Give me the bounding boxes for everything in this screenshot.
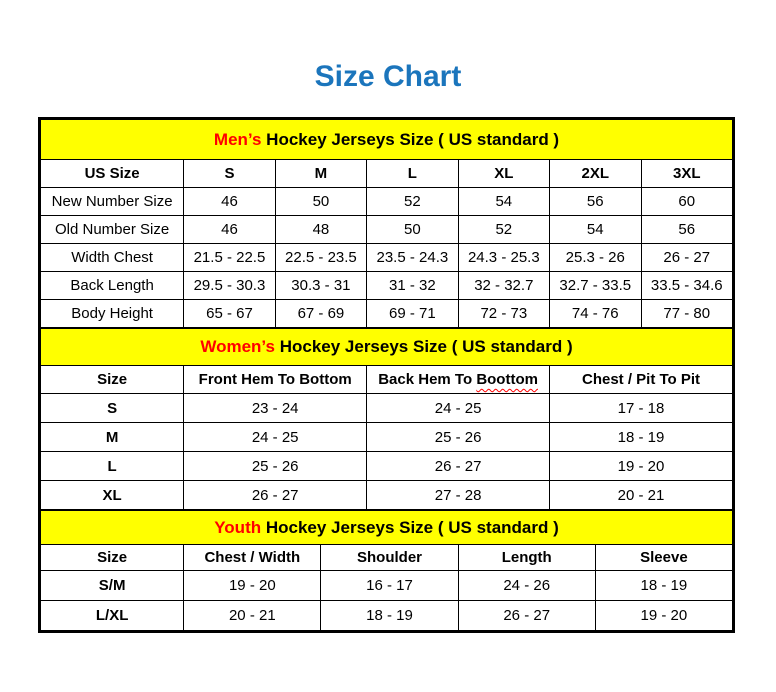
row-label-cell: S [41,394,184,423]
column-header-cell: S [184,160,275,188]
value-cell: 24.3 - 25.3 [458,244,549,272]
value-cell: 19 - 20 [184,571,321,601]
table-row [41,244,733,272]
column-header-cell: 3XL [641,160,733,188]
caption-highlight: Youth [214,517,262,537]
value-cell: 46 [184,188,275,216]
value-cell: 50 [367,216,458,244]
column-header-cell: Chest / Pit To Pit [550,366,733,394]
value-cell: 22.5 - 23.5 [275,244,366,272]
value-cell: 26 - 27 [641,244,733,272]
value-cell: 18 - 19 [550,423,733,452]
row-label-cell: S/M [41,571,184,601]
value-cell: 25 - 26 [367,423,550,452]
table-row [41,394,733,423]
value-cell: 74 - 76 [550,300,641,328]
row-label-cell: New Number Size [41,188,184,216]
value-cell: 20 - 21 [184,601,321,631]
value-cell: 19 - 20 [595,601,732,631]
column-header-cell: XL [458,160,549,188]
row-label-cell: Back Length [41,272,184,300]
column-header-row [41,366,733,394]
value-cell: 27 - 28 [367,481,550,510]
table-row [41,571,733,601]
value-cell: 24 - 25 [184,423,367,452]
row-label-cell: XL [41,481,184,510]
column-header-cell: M [275,160,366,188]
value-cell: 56 [641,216,733,244]
mens-caption: Men’s Hockey Jerseys Size ( US standard ) [41,120,733,160]
table-row [41,601,733,631]
column-header-cell: Shoulder [321,545,458,571]
column-header-cell: Chest / Width [184,545,321,571]
value-cell: 54 [550,216,641,244]
value-cell: 26 - 27 [184,481,367,510]
page-title: Size Chart [314,60,462,93]
womens-caption: Women’s Hockey Jerseys Size ( US standard ) [41,329,733,366]
value-cell: 32.7 - 33.5 [550,272,641,300]
value-cell: 23.5 - 24.3 [367,244,458,272]
row-label-cell: Old Number Size [41,216,184,244]
column-header-row [41,545,733,571]
value-cell: 77 - 80 [641,300,733,328]
youth-size-table [40,510,733,631]
value-cell: 23 - 24 [184,394,367,423]
value-cell: 56 [550,188,641,216]
table-row [41,216,733,244]
youth-caption: Youth Hockey Jerseys Size ( US standard ) [41,511,733,545]
value-cell: 25.3 - 26 [550,244,641,272]
value-cell: 18 - 19 [321,601,458,631]
caption-highlight: Men’s [213,129,262,149]
value-cell: 69 - 71 [367,300,458,328]
column-header-cell: Size [41,366,184,394]
value-cell: 25 - 26 [184,452,367,481]
row-label-cell: L/XL [41,601,184,631]
column-header-cell: Front Hem To Bottom [184,366,367,394]
value-cell: 54 [458,188,549,216]
value-cell: 32 - 32.7 [458,272,549,300]
size-chart [38,117,735,633]
column-header-cell: 2XL [550,160,641,188]
value-cell: 33.5 - 34.6 [641,272,733,300]
misspelled-word: Boottom [476,371,538,388]
caption-highlight: Women’s [200,337,275,356]
column-header-cell: Length [458,545,595,571]
column-header-cell: Size [41,545,184,571]
table-row [41,272,733,300]
table-row [41,452,733,481]
value-cell: 52 [367,188,458,216]
row-label-cell: L [41,452,184,481]
value-cell: 29.5 - 30.3 [184,272,275,300]
column-header-cell: L [367,160,458,188]
table-row [41,423,733,452]
value-cell: 16 - 17 [321,571,458,601]
value-cell: 21.5 - 22.5 [184,244,275,272]
table-row [41,188,733,216]
value-cell: 24 - 25 [367,394,550,423]
column-header-cell: US Size [41,160,184,188]
value-cell: 67 - 69 [275,300,366,328]
value-cell: 50 [275,188,366,216]
row-label-cell: Width Chest [41,244,184,272]
row-label-cell: Body Height [41,300,184,328]
table-row [41,300,733,328]
value-cell: 26 - 27 [367,452,550,481]
column-header-row [41,160,733,188]
value-cell: 48 [275,216,366,244]
value-cell: 24 - 26 [458,571,595,601]
mens-size-table [40,119,733,328]
value-cell: 65 - 67 [184,300,275,328]
value-cell: 26 - 27 [458,601,595,631]
table-row [41,481,733,510]
row-label-cell: M [41,423,184,452]
value-cell: 72 - 73 [458,300,549,328]
value-cell: 46 [184,216,275,244]
value-cell: 18 - 19 [595,571,732,601]
column-header-cell: Sleeve [595,545,732,571]
womens-size-table [40,328,733,510]
value-cell: 17 - 18 [550,394,733,423]
value-cell: 30.3 - 31 [275,272,366,300]
value-cell: 20 - 21 [550,481,733,510]
value-cell: 52 [458,216,549,244]
value-cell: 31 - 32 [367,272,458,300]
column-header-cell: Back Hem To Boottom [367,366,550,394]
value-cell: 60 [641,188,733,216]
value-cell: 19 - 20 [550,452,733,481]
